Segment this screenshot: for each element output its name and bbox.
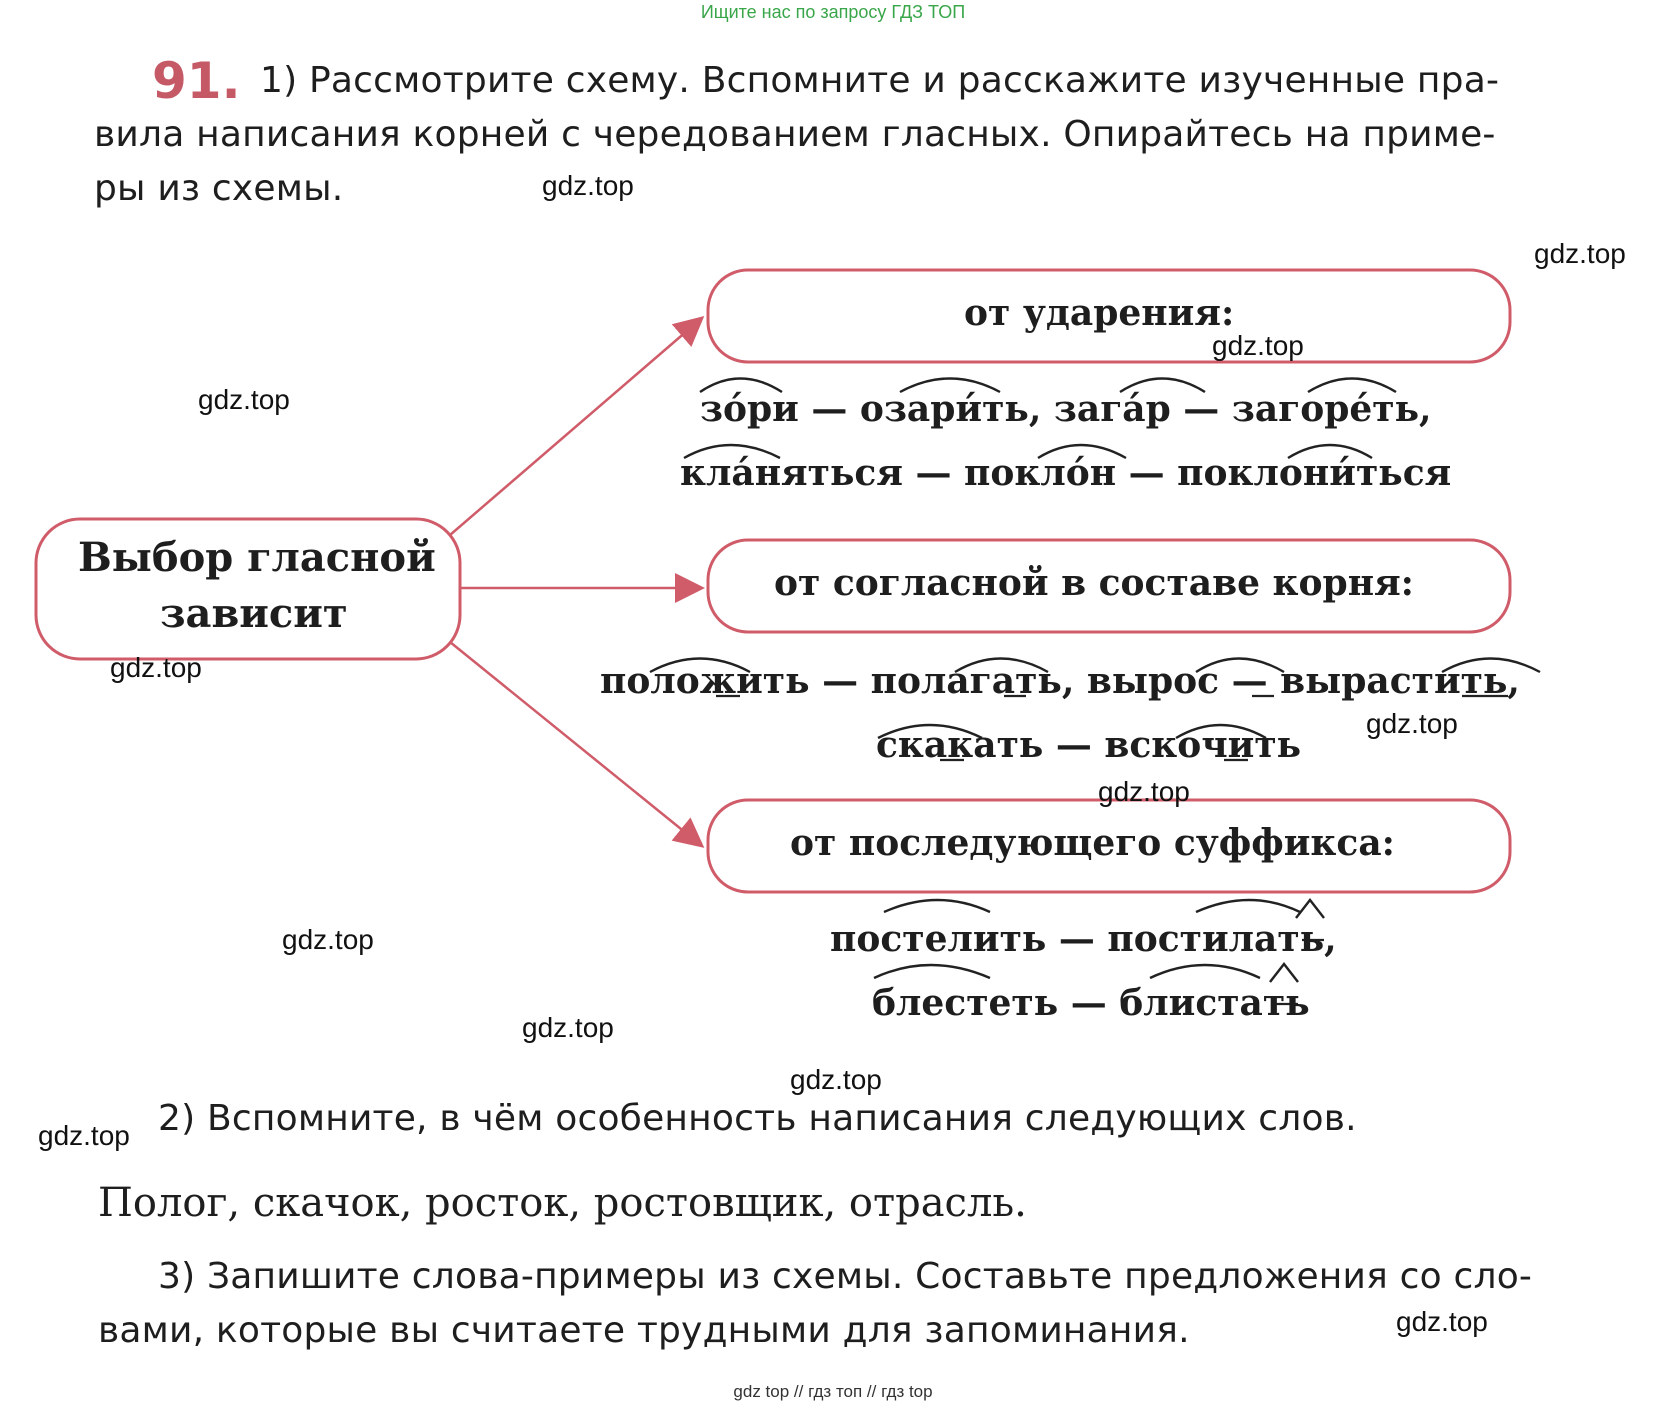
example-suffix-2: блестеть — блистать — [872, 982, 1310, 1024]
watermark: gdz.top — [1212, 330, 1304, 361]
watermark: gdz.top — [38, 1120, 130, 1151]
example-suffix-1: постелить — постилать, — [830, 918, 1337, 960]
watermark: gdz.top — [110, 652, 202, 683]
watermark: gdz.top — [522, 1012, 614, 1043]
example-consonant-1: положить — полагать, вырос — вырастить, — [600, 660, 1520, 702]
task-line-1: 1) Рассмотрите схему. Вспомните и расскажите изученные пра- — [260, 60, 1500, 101]
task-line-3: ры из схемы. — [94, 168, 344, 209]
arrow-to-stress — [450, 318, 702, 535]
task-part-3-line-2: вами, которые вы считаете трудными для запоминания. — [98, 1310, 1190, 1351]
task-line-2: вила написания корней с чередованием гласных. Опирайтесь на приме- — [94, 114, 1496, 155]
task-number: 91. — [152, 52, 241, 110]
task-part-3-line-1: 3) Запишите слова-примеры из схемы. Составьте предложения со сло- — [158, 1256, 1533, 1297]
watermark: gdz.top — [1534, 238, 1626, 269]
watermark: gdz.top — [542, 170, 634, 201]
watermark: gdz.top — [1396, 1306, 1488, 1337]
example-stress-1: зо́ри — озари́ть, зага́р — загоре́ть, — [700, 388, 1432, 430]
watermark: gdz.top — [790, 1064, 882, 1095]
example-stress-2: кла́няться — покло́н — поклони́ться — [680, 452, 1452, 494]
branch-label-consonant: от согласной в составе корня: — [774, 562, 1414, 604]
task-part-2: 2) Вспомните, в чём особенность написания следующих слов. — [158, 1098, 1357, 1139]
search-hint: Ищите нас по запросу ГДЗ ТОП — [700, 2, 966, 22]
watermark: gdz.top — [282, 924, 374, 955]
branch-label-suffix: от последующего суффикса: — [790, 822, 1395, 864]
branch-label-stress: от ударения: — [964, 292, 1235, 334]
source-line-2: зависит — [160, 590, 348, 637]
watermark: gdz.top — [198, 384, 290, 415]
source-line-1: Выбор гласной — [78, 534, 436, 581]
task-part-2-words: Полог, скачок, росток, ростовщик, отрасль. — [98, 1180, 1027, 1226]
watermark: gdz.top — [1098, 776, 1190, 807]
bottom-note: gdz top // гдз топ // гдз top — [733, 1382, 933, 1401]
watermark: gdz.top — [1366, 708, 1458, 739]
example-consonant-2: скакать — вскочить — [876, 724, 1302, 766]
